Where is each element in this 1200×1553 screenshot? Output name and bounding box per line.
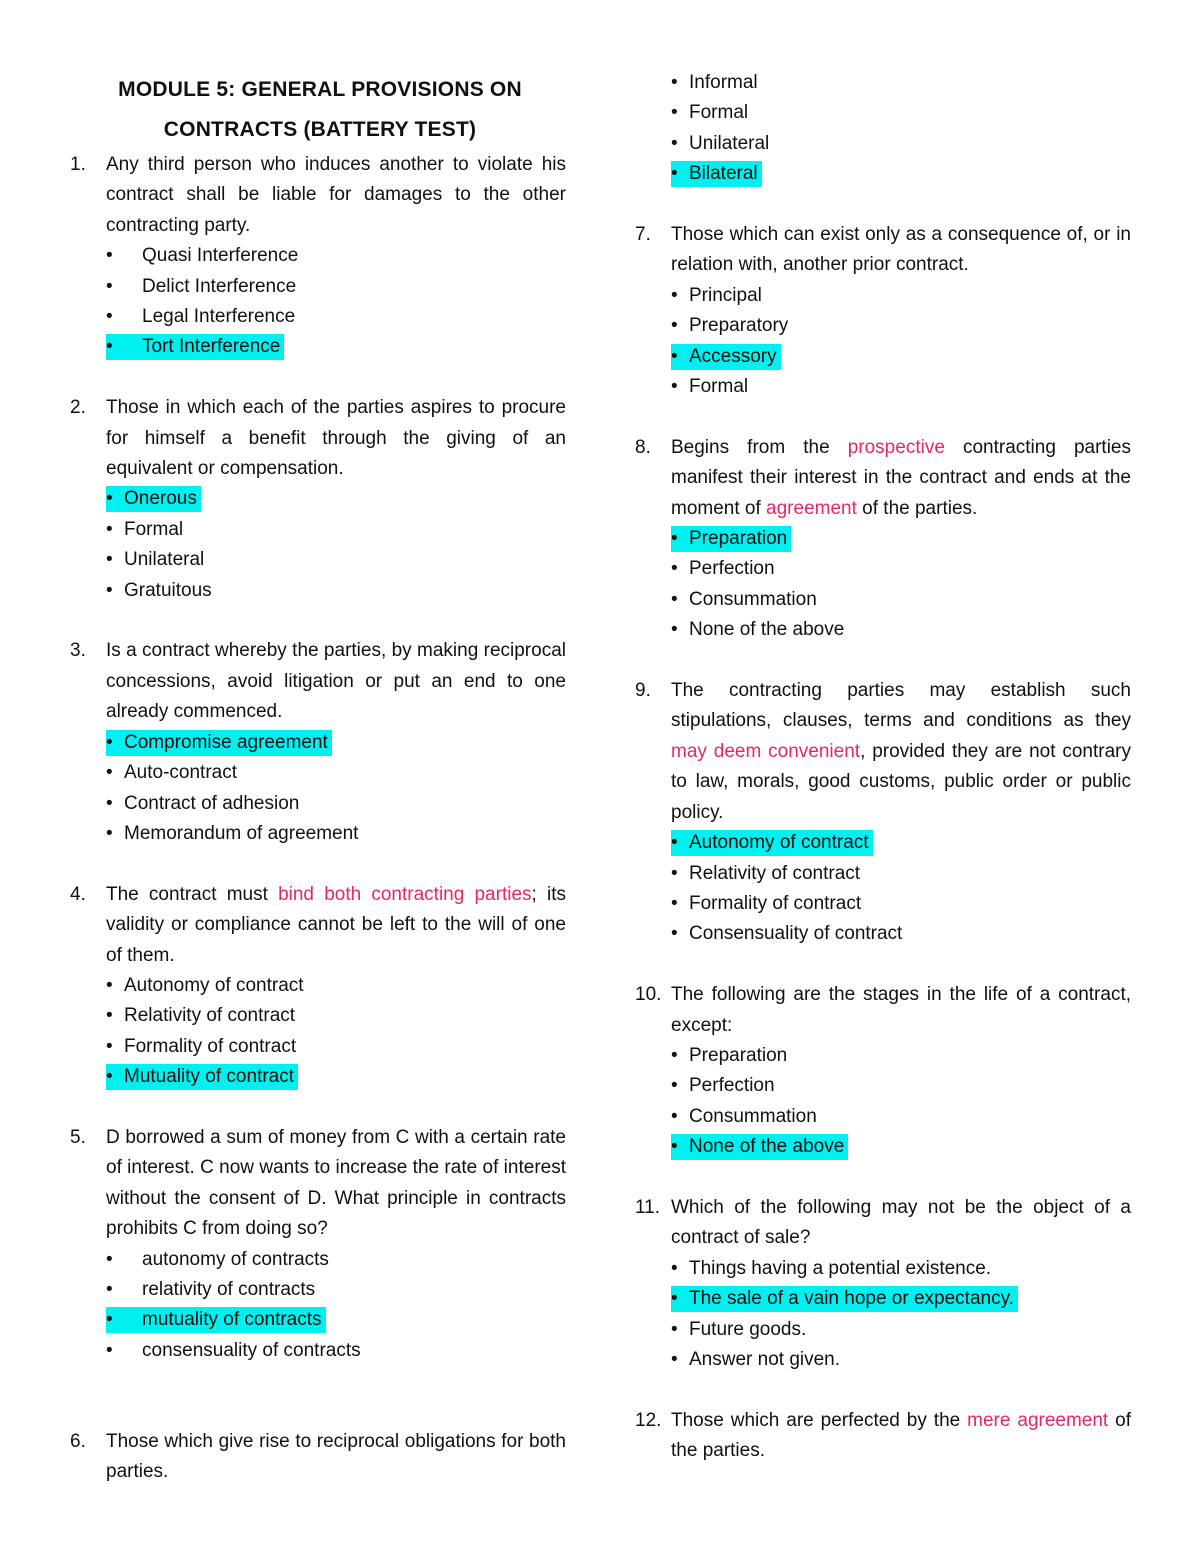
question-9 bbox=[635, 676, 1131, 950]
option: • Preparatory bbox=[671, 315, 789, 337]
question-12 bbox=[635, 1406, 1131, 1467]
options-list bbox=[671, 1041, 1131, 1163]
option: • Preparation bbox=[671, 1044, 788, 1066]
question-text: Those in which each of the parties aspires to procure for himself a benefit through the giving of an equivalent or compensation. bbox=[106, 397, 566, 480]
emphasis-text: bind both contracting parties bbox=[278, 883, 532, 905]
question-text: Those which give rise to reciprocal obligations for both parties. bbox=[106, 1430, 566, 1483]
option: • Consummation bbox=[671, 588, 817, 610]
option-correct: • Tort Interference bbox=[106, 332, 566, 362]
emphasis-text: prospective bbox=[847, 436, 945, 458]
option: • Relativity of contract bbox=[671, 862, 861, 884]
emphasis-text: agreement bbox=[766, 497, 857, 519]
left-column bbox=[70, 70, 566, 1488]
question-number: 2. bbox=[70, 397, 86, 419]
question-number: 3. bbox=[70, 640, 86, 662]
option: • Unilateral bbox=[106, 549, 205, 571]
emphasis-text: may deem convenient bbox=[671, 740, 861, 762]
options-list bbox=[671, 828, 1131, 950]
question-number: 7. bbox=[635, 224, 651, 246]
options-list bbox=[671, 1254, 1131, 1376]
option: • Contract of adhesion bbox=[106, 792, 300, 814]
options-list bbox=[106, 241, 566, 363]
option: • Perfection bbox=[671, 1075, 775, 1097]
option-correct: • Accessory bbox=[671, 342, 1131, 372]
option: • Relativity of contract bbox=[106, 1005, 296, 1027]
question-text: Those which are perfected by the mere agreement of the parties. bbox=[671, 1409, 1131, 1462]
question-3 bbox=[70, 636, 566, 849]
option: • Answer not given. bbox=[671, 1348, 841, 1370]
options-list bbox=[106, 971, 566, 1093]
options-list bbox=[106, 1245, 566, 1367]
question-text: The contract must bind both contracting parties; its validity or compliance cannot be left to the will of one of them. bbox=[106, 883, 566, 966]
option: • Principal bbox=[671, 284, 762, 306]
title-line-1: MODULE 5: GENERAL PROVISIONS ON bbox=[118, 78, 522, 101]
option: • Gratuitous bbox=[106, 579, 212, 601]
question-number: 11. bbox=[635, 1196, 661, 1218]
option-correct: • Compromise agreement bbox=[106, 728, 566, 758]
question-2 bbox=[70, 393, 566, 606]
title-line-2: CONTRACTS (BATTERY TEST) bbox=[163, 118, 477, 141]
option: • Formality of contract bbox=[671, 892, 862, 914]
option-correct: • Preparation bbox=[671, 524, 1131, 554]
question-text: Which of the following may not be the object of a contract of sale? bbox=[671, 1196, 1131, 1249]
question-number: 10. bbox=[635, 984, 662, 1006]
option: • Formal bbox=[106, 518, 184, 540]
option-correct: • Bilateral bbox=[671, 159, 1131, 189]
question-number: 6. bbox=[70, 1430, 86, 1452]
question-8 bbox=[635, 433, 1131, 646]
option: • Formal bbox=[671, 102, 749, 124]
question-10 bbox=[635, 980, 1131, 1162]
question-text: Begins from the prospective contracting parties manifest their interest in the contract and ends at the moment of agreement of the parties. bbox=[671, 436, 1131, 519]
question-number: 1. bbox=[70, 154, 86, 175]
options-list bbox=[671, 524, 1131, 646]
option: • Quasi Interference bbox=[106, 245, 299, 267]
option-correct: • Mutuality of contract bbox=[106, 1062, 566, 1092]
option: • consensuality of contracts bbox=[106, 1339, 361, 1361]
question-4 bbox=[70, 880, 566, 1093]
question-text: Is a contract whereby the parties, by making reciprocal concessions, avoid litigation or put an end to one already commenced. bbox=[106, 640, 566, 723]
question-text: The following are the stages in the life of a contract, except: bbox=[671, 984, 1131, 1036]
page-title bbox=[70, 70, 570, 150]
option-correct: • mutuality of contracts bbox=[106, 1305, 566, 1335]
options-list bbox=[106, 484, 566, 606]
option: • Perfection bbox=[671, 558, 775, 580]
option: • Delict Interference bbox=[106, 275, 297, 297]
option-correct: • None of the above bbox=[671, 1132, 1131, 1162]
question-6-options bbox=[635, 68, 1131, 190]
question-text: Those which can exist only as a consequence of, or in relation with, another prior contract. bbox=[671, 224, 1131, 276]
option: • relativity of contracts bbox=[106, 1278, 316, 1300]
option-correct: • Autonomy of contract bbox=[671, 828, 1131, 858]
question-text: The contracting parties may establish such stipulations, clauses, terms and conditions as they may deem convenient, provided they are not contrary to law, morals, good customs, public order or public policy. bbox=[671, 680, 1131, 823]
option: • None of the above bbox=[671, 619, 845, 641]
option: • Things having a potential existence. bbox=[671, 1257, 992, 1279]
question-number: 9. bbox=[635, 680, 651, 702]
option: • Consensuality of contract bbox=[671, 923, 903, 945]
question-6 bbox=[70, 1427, 566, 1488]
option-correct: • The sale of a vain hope or expectancy. bbox=[671, 1284, 1131, 1314]
options-list bbox=[671, 281, 1131, 403]
question-number: 8. bbox=[635, 436, 651, 458]
option: • Future goods. bbox=[671, 1318, 807, 1340]
question-number: 12. bbox=[635, 1409, 662, 1431]
question-1 bbox=[70, 150, 566, 363]
question-5 bbox=[70, 1123, 566, 1366]
option: • Unilateral bbox=[671, 132, 770, 154]
option: • Consummation bbox=[671, 1105, 817, 1127]
emphasis-text: mere agreement bbox=[967, 1409, 1109, 1431]
options-list bbox=[106, 728, 566, 850]
question-number: 5. bbox=[70, 1126, 86, 1148]
question-text: Any third person who induces another to violate his contract shall be liable for damages to the other contracting party. bbox=[106, 154, 566, 236]
question-number: 4. bbox=[70, 883, 86, 905]
option-correct: • Onerous bbox=[106, 484, 566, 514]
option: • Formality of contract bbox=[106, 1035, 297, 1057]
option: • Auto-contract bbox=[106, 762, 237, 784]
option: • autonomy of contracts bbox=[106, 1248, 329, 1270]
question-text: D borrowed a sum of money from C with a certain rate of interest. C now wants to increase the rate of interest without the consent of D. What principle in contracts prohibits C from doing so? bbox=[106, 1126, 566, 1240]
right-column bbox=[635, 68, 1131, 1467]
option: • Legal Interference bbox=[106, 306, 296, 328]
option: • Formal bbox=[671, 376, 749, 398]
option: • Memorandum of agreement bbox=[106, 822, 359, 844]
question-11 bbox=[635, 1193, 1131, 1375]
question-7 bbox=[635, 220, 1131, 402]
option: • Informal bbox=[671, 72, 758, 93]
option: • Autonomy of contract bbox=[106, 974, 304, 996]
